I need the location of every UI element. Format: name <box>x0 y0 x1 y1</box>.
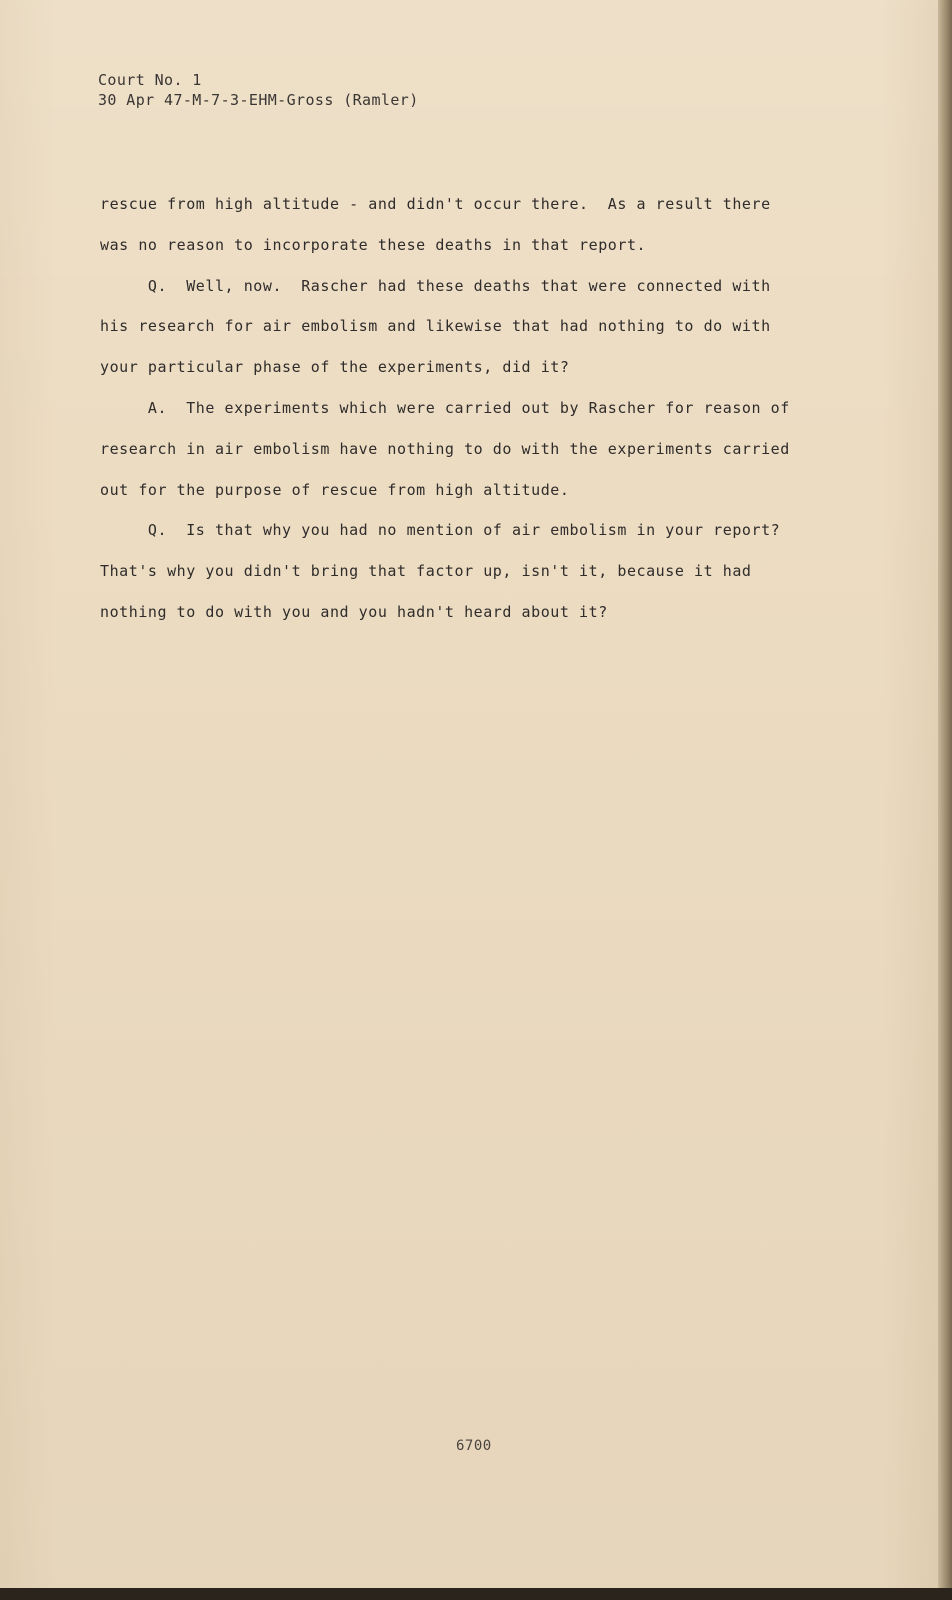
document-header <box>98 70 419 110</box>
scan-border <box>0 1588 952 1600</box>
transcript-line: Q. Is that why you had no mention of air embolism in your report? <box>100 521 781 540</box>
transcript-body <box>100 184 840 633</box>
transcript-line: A. The experiments which were carried out by Rascher for reason of <box>100 398 790 417</box>
transcript-line: rescue from high altitude - and didn't occur there. As a result there <box>100 195 771 213</box>
transcript-line: Q. Well, now. Rascher had these deaths that were connected with <box>100 276 771 295</box>
transcript-line: That's why you didn't bring that factor up, isn't it, because it had <box>100 562 752 581</box>
transcript-line: your particular phase of the experiments, did it? <box>100 358 570 377</box>
transcript-line: was no reason to incorporate these deaths in that report. <box>100 235 647 254</box>
session-reference: 30 Apr 47-M-7-3-EHM-Gross (Ramler) <box>98 91 419 109</box>
page-number: 6700 <box>456 1438 492 1454</box>
page-edge-shadow <box>938 0 952 1600</box>
court-number: Court No. 1 <box>98 71 202 89</box>
transcript-line: out for the purpose of rescue from high altitude. <box>100 480 570 499</box>
transcript-line: research in air embolism have nothing to do with the experiments carried <box>100 439 790 458</box>
transcript-line: his research for air embolism and likewise that had nothing to do with <box>100 317 771 336</box>
transcript-line: nothing to do with you and you hadn't heard about it? <box>100 602 608 621</box>
